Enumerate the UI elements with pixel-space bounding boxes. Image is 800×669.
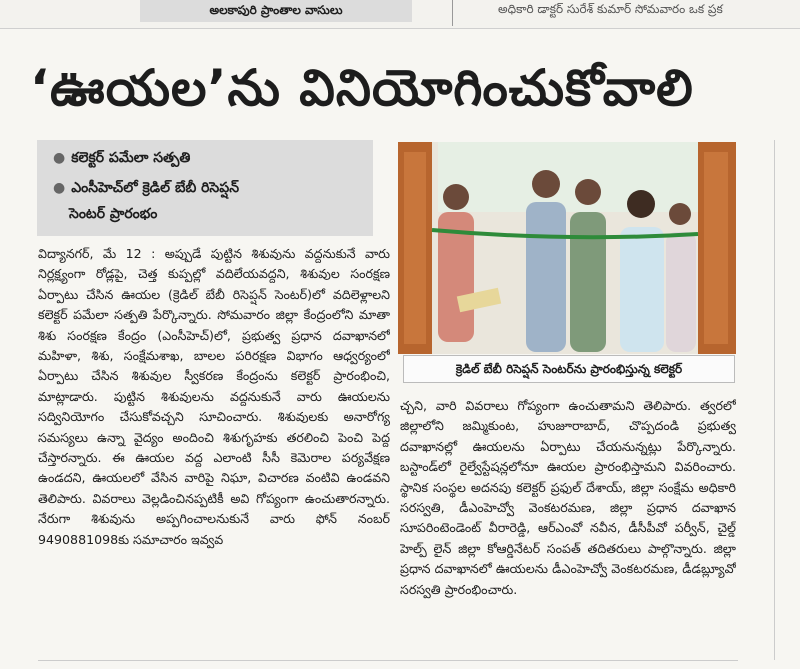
article-headline: ‘ఊయల’ను వినియోగించుకోవాలి (30, 59, 694, 117)
bullet-text: కలెక్టర్ పమేలా సత్పతి (71, 150, 191, 166)
top-strip (0, 0, 800, 29)
bullet-icon: ● (53, 180, 66, 196)
right-column-rule (774, 140, 775, 660)
event-photo (398, 142, 736, 354)
inauguration-photo-illustration (398, 142, 736, 354)
previous-article-snippet: అలకాపురి ప్రాంతాల వాసులు (140, 0, 412, 22)
bullet-text: ఎంసీహెచ్‌లో క్రెడిల్ బేబీ రిసెప్షన్ (71, 180, 240, 196)
bullet-icon: ● (53, 150, 66, 166)
bullet-item (53, 180, 239, 199)
bullet-box (37, 140, 373, 236)
photo-caption: క్రెడిల్ బేబీ రిసెప్షన్ సెంటర్‌ను ప్రారంభిస్తున్న కలెక్టర్ (403, 355, 735, 383)
adjacent-article-snippet: అధికారి డాక్టర్ సురేశ్ కుమార్ సోమవారం ఒక ప్రక (498, 2, 723, 16)
bullet-item (53, 150, 190, 169)
column-divider (452, 0, 453, 26)
bottom-rule (38, 660, 738, 661)
bullet-continuation: సెంటర్ ప్రారంభం (69, 206, 158, 222)
article-body-right-column: చ్చని, వారి వివరాలు గోప్యంగా ఉంచుతామని తెలిపారు. త్వరలో జిల్లాలోని జమ్మికుంట, హుజూరాబాద్, చొప్పదండి ప్రభుత్వ దవాఖానల్లో ఊయలను ఏర్పాటు చేయనున్నట్లు పేర్కొన్నారు. బస్టాండ్‌లో రైల్వేస్టేషన్లలోనూ ఊయల ప్రారంభిస్తామని వివరించారు. స్థానిక సంస్థల అదనపు కలెక్టర్ ప్రఫుల్ దేశాయ్, జిల్లా సంక్షేమ అధికారి సరస్వతి, డీఎంహెచ్వో వెంకటరమణ, జిల్లా ప్రధాన దవాఖాన సూపరింటెండెంట్ వీరారెడ్డి, ఆర్‌ఎంవో నవీన, డీసీపీవో పర్వీన్, చైల్డ్ హెల్ప్ లైన్ జిల్లా కోఆర్డినేటర్ సంపత్ తదితరులు పాల్గొన్నారు. జిల్లా ప్రధాన దవాఖానలో ఊయలను డీఎంహెచ్వో వెంకటరమణ, డీడబ్ల్యూవో సరస్వతి ప్రారంభించారు. (400, 398, 736, 597)
article-body-left-column: విద్యానగర్, మే 12 : అప్పుడే పుట్టిన శిశువును వద్దనుకునే వారు నిర్లక్ష్యంగా రోడ్లపై, చెత్త కుప్పల్లో వదిలేయవద్దని, శిశువుల సంరక్షణ ఏర్పాటు చేసిన ఊయల (క్రెడిల్ బేబీ రిసెప్షన్ సెంటర్)లో వదిలెళ్లాలని కలెక్టర్ పమేలా సత్పతి పేర్కొన్నారు. సోమవారం జిల్లా కేంద్రంలోని మాతా శిశు సంరక్షణ కేంద్రం (ఎంసీహెచ్)లో, ప్రభుత్వ ప్రధాన దవాఖానలో మహిళా, శిశు, సంక్షేమశాఖ, బాలల పరిరక్షణ విభాగం ఆధ్వర్యంలో ఏర్పాటు చేసిన శిశువుల స్వీకరణ కేంద్రంను కలెక్టర్ ప్రారంభించి, మాట్లాడారు. పుట్టిన శిశువులను వద్దనుకునే వారు ఊయలను సద్వినియోగం చేసుకోవచ్చని సూచించారు. శిశువులకు అనారోగ్య సమస్యలు ఉన్నా వైద్యం అందించి శిశుగృహకు తరలించి పెంచి పెద్ద చేస్తారన్నారు. ఈ ఊయల వద్ద ఎలాంటి సీసీ కెమెరాల పర్యవేక్షణ ఉండదని, ఊయలలో వేసిన వారిపై నిఘా, విచారణ వంటివి ఉండవని తెలిపారు. వివరాలు వెల్లడించినప్పటికీ అవి గోప్యంగా ఉంచుతారన్నారు. నేరుగా శిశువును అప్పగించాలనుకునే వారు ఫోన్ నంబర్ 9490881098కు సమాచారం ఇవ్వవ (38, 246, 390, 547)
